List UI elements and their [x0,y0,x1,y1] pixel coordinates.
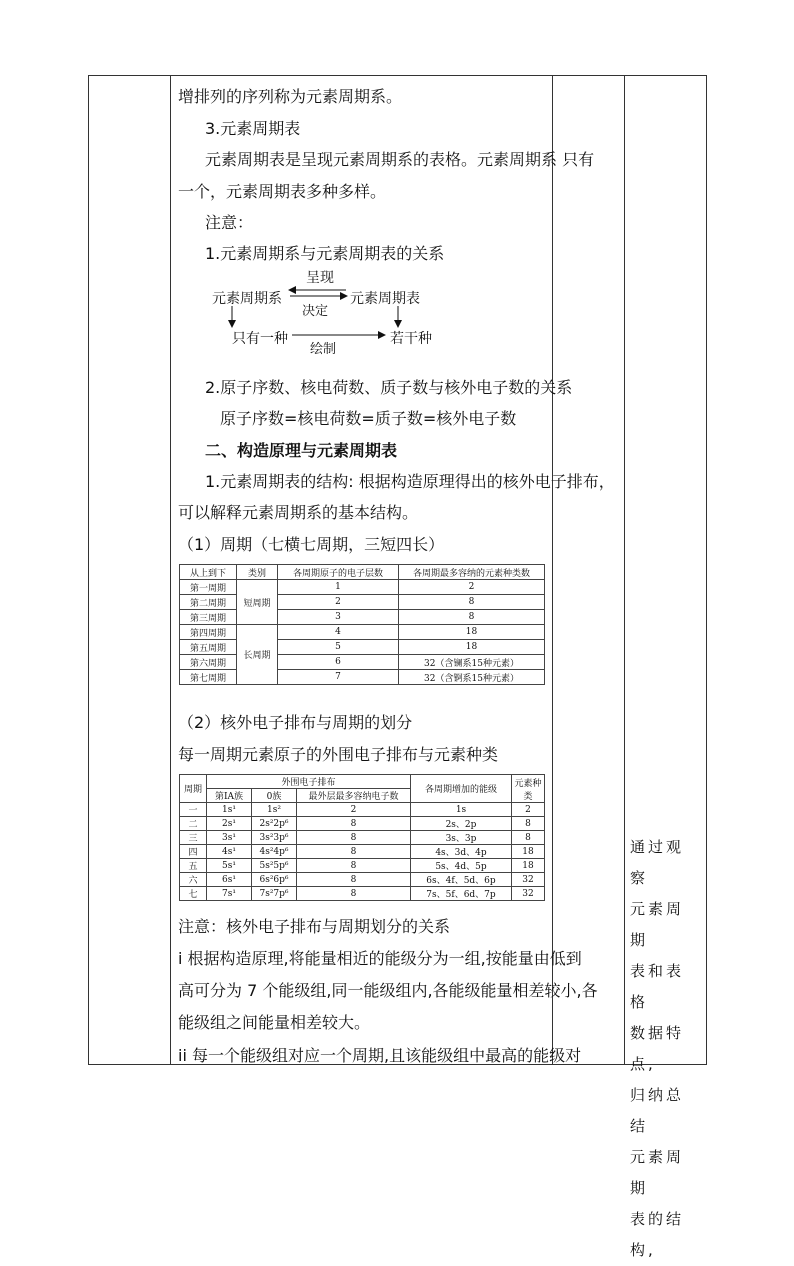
table-cell: 5s、4d、5p [411,859,512,873]
period-table [179,564,545,685]
table-header: 周期 [180,775,207,803]
table-cell: 8 [297,873,411,887]
table-header: 第ⅠA族 [207,789,252,803]
text-line: 每一周期元素原子的外围电子排布与元素种类 [178,745,499,764]
diagram-arrows [210,266,440,356]
table-header: 各周期原子的电子层数 [278,565,399,580]
table-cell: 3 [278,610,399,625]
table-header: 外围电子排布 [207,775,411,789]
table-cell: 第三周期 [180,610,237,625]
table-cell: 6s¹ [207,873,252,887]
table-header: 各周期增加的能级 [411,775,512,803]
table-row [180,873,545,887]
table-cell: 2 [297,803,411,817]
table-cell: 三 [180,831,207,845]
table-cell: 第七周期 [180,670,237,685]
table-cell: 第二周期 [180,595,237,610]
table-cell: 18 [512,845,545,859]
diagram-label-several: 若干种 [390,331,432,347]
table-cell: 32（含锕系15种元素） [399,670,545,685]
table-cell: 18 [399,625,545,640]
table-cell: 5s¹ [207,859,252,873]
table-row [180,831,545,845]
note-line: 元素周期 [630,1148,685,1197]
subheading: （2）核外电子排布与周期的划分 [178,713,413,732]
subheading: （1）周期（七横七周期，三短四长） [178,535,445,554]
table-header: 元素种类 [512,775,545,803]
table-header: 各周期最多容纳的元素种类数 [399,565,545,580]
table-cell: 六 [180,873,207,887]
table-row [180,887,545,901]
table-cell: 第六周期 [180,655,237,670]
table-cell: 4s²4p⁶ [252,845,297,859]
table-cell: 8 [297,831,411,845]
table-cell: 8 [512,831,545,845]
table-cell: 32 [512,887,545,901]
table-row [180,670,545,685]
diagram-label-draw: 绘制 [310,342,337,357]
table-cell: 7s、5f、6d、7p [411,887,512,901]
table-cell: 短周期 [237,580,278,625]
text-line: 元素周期表是呈现元素周期系的表格。元素周期系 只有 [205,150,595,169]
table-cell: 18 [512,859,545,873]
diagram-label-only-one: 只有一种 [232,331,288,347]
table-header: 最外层最多容纳电子数 [297,789,411,803]
table-cell: 6s²6p⁶ [252,873,297,887]
table-cell: 四 [180,845,207,859]
formula-line: 原子序数=核电荷数=质子数=核外电子数 [220,409,517,428]
relation-diagram [210,266,440,356]
table-row [180,610,545,625]
table-row [180,859,545,873]
table-cell: 2 [278,595,399,610]
column-divider [170,75,171,1065]
table-cell: 3s²3p⁶ [252,831,297,845]
table-cell: 4 [278,625,399,640]
diagram-label-decide: 决定 [302,304,329,319]
table-row [180,640,545,655]
text-line: 2.原子序数、核电荷数、质子数与核外电子数的关系 [205,378,573,397]
table-cell: 2s、2p [411,817,512,831]
table-cell: 8 [512,817,545,831]
electron-config-table [179,774,545,901]
table-row [180,845,545,859]
table-cell: 4s¹ [207,845,252,859]
table-row [180,817,545,831]
table-cell: 二 [180,817,207,831]
table-cell: 第五周期 [180,640,237,655]
table-cell: 七 [180,887,207,901]
table-row [180,625,545,640]
table-cell: 长周期 [237,625,278,685]
table-header: 类别 [237,565,278,580]
text-line: 能级组之间能量相差较大。 [178,1013,371,1032]
table-cell: 1s¹ [207,803,252,817]
table-header: 从上到下 [180,565,237,580]
note-label: 注意： [205,213,254,232]
table-cell: 6s、4f、5d、6p [411,873,512,887]
table-cell: 7 [278,670,399,685]
text-line: 高可分为 7 个能级组,同一能级组内,各能级能量相差较小,各 [178,981,598,1000]
table-header: 0族 [252,789,297,803]
diagram-label-system: 元素周期系 [212,291,282,307]
note-line: 通过观察 [630,838,685,887]
table-cell: 32 [512,873,545,887]
table-cell: 1 [278,580,399,595]
table-cell: 18 [399,640,545,655]
table-row [180,595,545,610]
teaching-intent-note [630,832,700,1266]
table-cell: 8 [399,610,545,625]
table-cell: 3s、3p [411,831,512,845]
table-cell: 1s [411,803,512,817]
table-row [180,655,545,670]
table-cell: 8 [297,887,411,901]
note-label: 注意：核外电子排布与周期划分的关系 [178,917,451,936]
note-line: 归纳总结 [630,1086,685,1135]
table-cell: 8 [297,817,411,831]
table-cell: 2s¹ [207,817,252,831]
table-cell: 7s¹ [207,887,252,901]
section-heading: 3.元素周期表 [205,119,301,138]
note-line: 元素周期 [630,900,685,949]
text-line: i 根据构造原理,将能量相近的能级分为一组,按能量由低到 [178,949,582,968]
table-cell: 2 [399,580,545,595]
diagram-label-table: 元素周期表 [350,291,420,307]
table-cell: 第四周期 [180,625,237,640]
diagram-label-present: 呈现 [306,270,334,286]
table-cell: 1s² [252,803,297,817]
table-row [180,580,545,595]
table-cell: 6 [278,655,399,670]
text-line: 1.元素周期表的结构: 根据构造原理得出的核外电子排布， [205,472,615,491]
table-cell: 3s¹ [207,831,252,845]
section-heading: 二、构造原理与元素周期表 [205,441,398,460]
note-line: 数据特点, [630,1024,685,1073]
text-line: 一个，元素周期表多种多样。 [178,182,387,201]
table-cell: 8 [399,595,545,610]
text-line: ii 每一个能级组对应一个周期,且该能级组中最高的能级对 [178,1046,582,1065]
text-line: 可以解释元素周期系的基本结构。 [178,503,419,522]
table-cell: 8 [297,859,411,873]
table-cell: 32（含镧系15种元素） [399,655,545,670]
table-cell: 8 [297,845,411,859]
table-cell: 第一周期 [180,580,237,595]
table-cell: 一 [180,803,207,817]
table-row [180,803,545,817]
text-line: 1.元素周期系与元素周期表的关系 [205,244,445,263]
table-cell: 2 [512,803,545,817]
note-line: 表的结构, [630,1210,685,1259]
column-divider [552,75,553,1065]
table-cell: 五 [180,859,207,873]
text-line: 增排列的序列称为元素周期系。 [178,87,403,106]
column-divider [624,75,625,1065]
table-cell: 2s²2p⁶ [252,817,297,831]
table-cell: 5s²5p⁶ [252,859,297,873]
table-cell: 7s²7p⁶ [252,887,297,901]
table-cell: 4s、3d、4p [411,845,512,859]
table-cell: 5 [278,640,399,655]
note-line: 表和表格 [630,962,685,1011]
